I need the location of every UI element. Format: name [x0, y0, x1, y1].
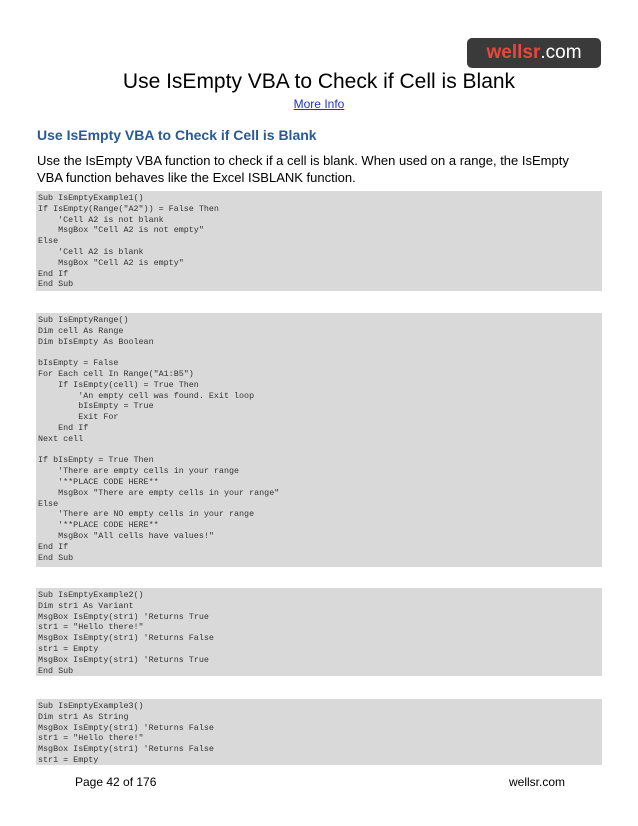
code-line: Else	[38, 498, 59, 509]
code-line	[38, 347, 602, 358]
logo-brand: wellsr	[486, 42, 541, 63]
code-line: Sub IsEmptyRange()	[38, 315, 129, 325]
code-line: Sub IsEmptyExample1()	[38, 193, 144, 203]
code-line	[38, 445, 602, 456]
code-line: 'Cell A2 is not blank	[38, 214, 164, 225]
code-block-4	[36, 699, 602, 765]
code-line: MsgBox IsEmpty(str1) 'Returns False	[38, 633, 214, 644]
site-logo[interactable]	[467, 38, 601, 68]
code-block-3	[36, 588, 602, 676]
code-line: End If	[38, 268, 69, 279]
code-line: str1 = Empty	[38, 754, 99, 765]
code-block-2	[36, 313, 602, 567]
code-line: For Each cell In Range("A1:B5")	[38, 368, 194, 379]
code-line: MsgBox "There are empty cells in your range"	[38, 487, 280, 498]
code-line: '**PLACE CODE HERE**	[38, 520, 159, 531]
code-line: MsgBox IsEmpty(str1) 'Returns False	[38, 744, 214, 755]
code-line: bIsEmpty = True	[38, 401, 154, 412]
code-line: 'There are empty cells in your range	[38, 466, 240, 477]
code-line: 'There are NO empty cells in your range	[38, 509, 255, 520]
code-line: End If	[38, 422, 89, 433]
code-line: 'Cell A2 is blank	[38, 246, 144, 257]
code-line: End Sub	[38, 279, 74, 290]
code-line: Exit For	[38, 412, 119, 423]
code-line: str1 = Empty	[38, 643, 99, 654]
code-line: MsgBox "Cell A2 is not empty"	[38, 225, 204, 236]
code-line: Dim bIsEmpty As Boolean	[38, 336, 154, 347]
code-line: Next cell	[38, 433, 84, 444]
code-line: MsgBox "Cell A2 is empty"	[38, 257, 184, 268]
code-line: Dim cell As Range	[38, 325, 124, 336]
code-line: MsgBox "All cells have values!"	[38, 530, 214, 541]
code-line: Sub IsEmptyExample3()	[38, 701, 144, 711]
code-line: '**PLACE CODE HERE**	[38, 476, 159, 487]
footer-site: wellsr.com	[509, 775, 566, 789]
code-line: If bIsEmpty = True Then	[38, 455, 154, 466]
logo-tld: .com	[540, 42, 582, 63]
code-line: 'An empty cell was found. Exit loop	[38, 390, 255, 401]
code-line: End Sub	[38, 665, 74, 676]
code-line: str1 = "Hello there!"	[38, 733, 144, 744]
code-line: str1 = "Hello there!"	[38, 622, 144, 633]
code-line: End If	[38, 541, 69, 552]
code-line: If IsEmpty(Range("A2")) = False Then	[38, 203, 219, 214]
code-line: MsgBox IsEmpty(str1) 'Returns True	[38, 611, 209, 622]
code-line: Dim str1 As String	[38, 711, 129, 722]
footer-page-number: Page 42 of 176	[75, 775, 157, 789]
code-line: End Sub	[38, 552, 74, 563]
code-line: bIsEmpty = False	[38, 358, 119, 369]
code-line: MsgBox IsEmpty(str1) 'Returns True	[38, 654, 209, 665]
code-line: Dim str1 As Variant	[38, 600, 134, 611]
intro-paragraph: Use the IsEmpty VBA function to check if a cell is blank. When used on a range, the IsEmpty VBA function behaves like the Excel ISBLANK function.	[37, 153, 569, 185]
code-line: If IsEmpty(cell) = True Then	[38, 379, 199, 390]
more-info-link[interactable]: More Info	[293, 97, 345, 111]
code-line: Else	[38, 236, 59, 247]
page-title: Use IsEmpty VBA to Check if Cell is Blank	[122, 70, 516, 93]
section-heading: Use IsEmpty VBA to Check if Cell is Blank	[37, 127, 317, 143]
code-line: Sub IsEmptyExample2()	[38, 590, 144, 600]
code-line: MsgBox IsEmpty(str1) 'Returns False	[38, 722, 214, 733]
more-info-container	[0, 97, 638, 111]
code-block-1	[36, 191, 602, 291]
